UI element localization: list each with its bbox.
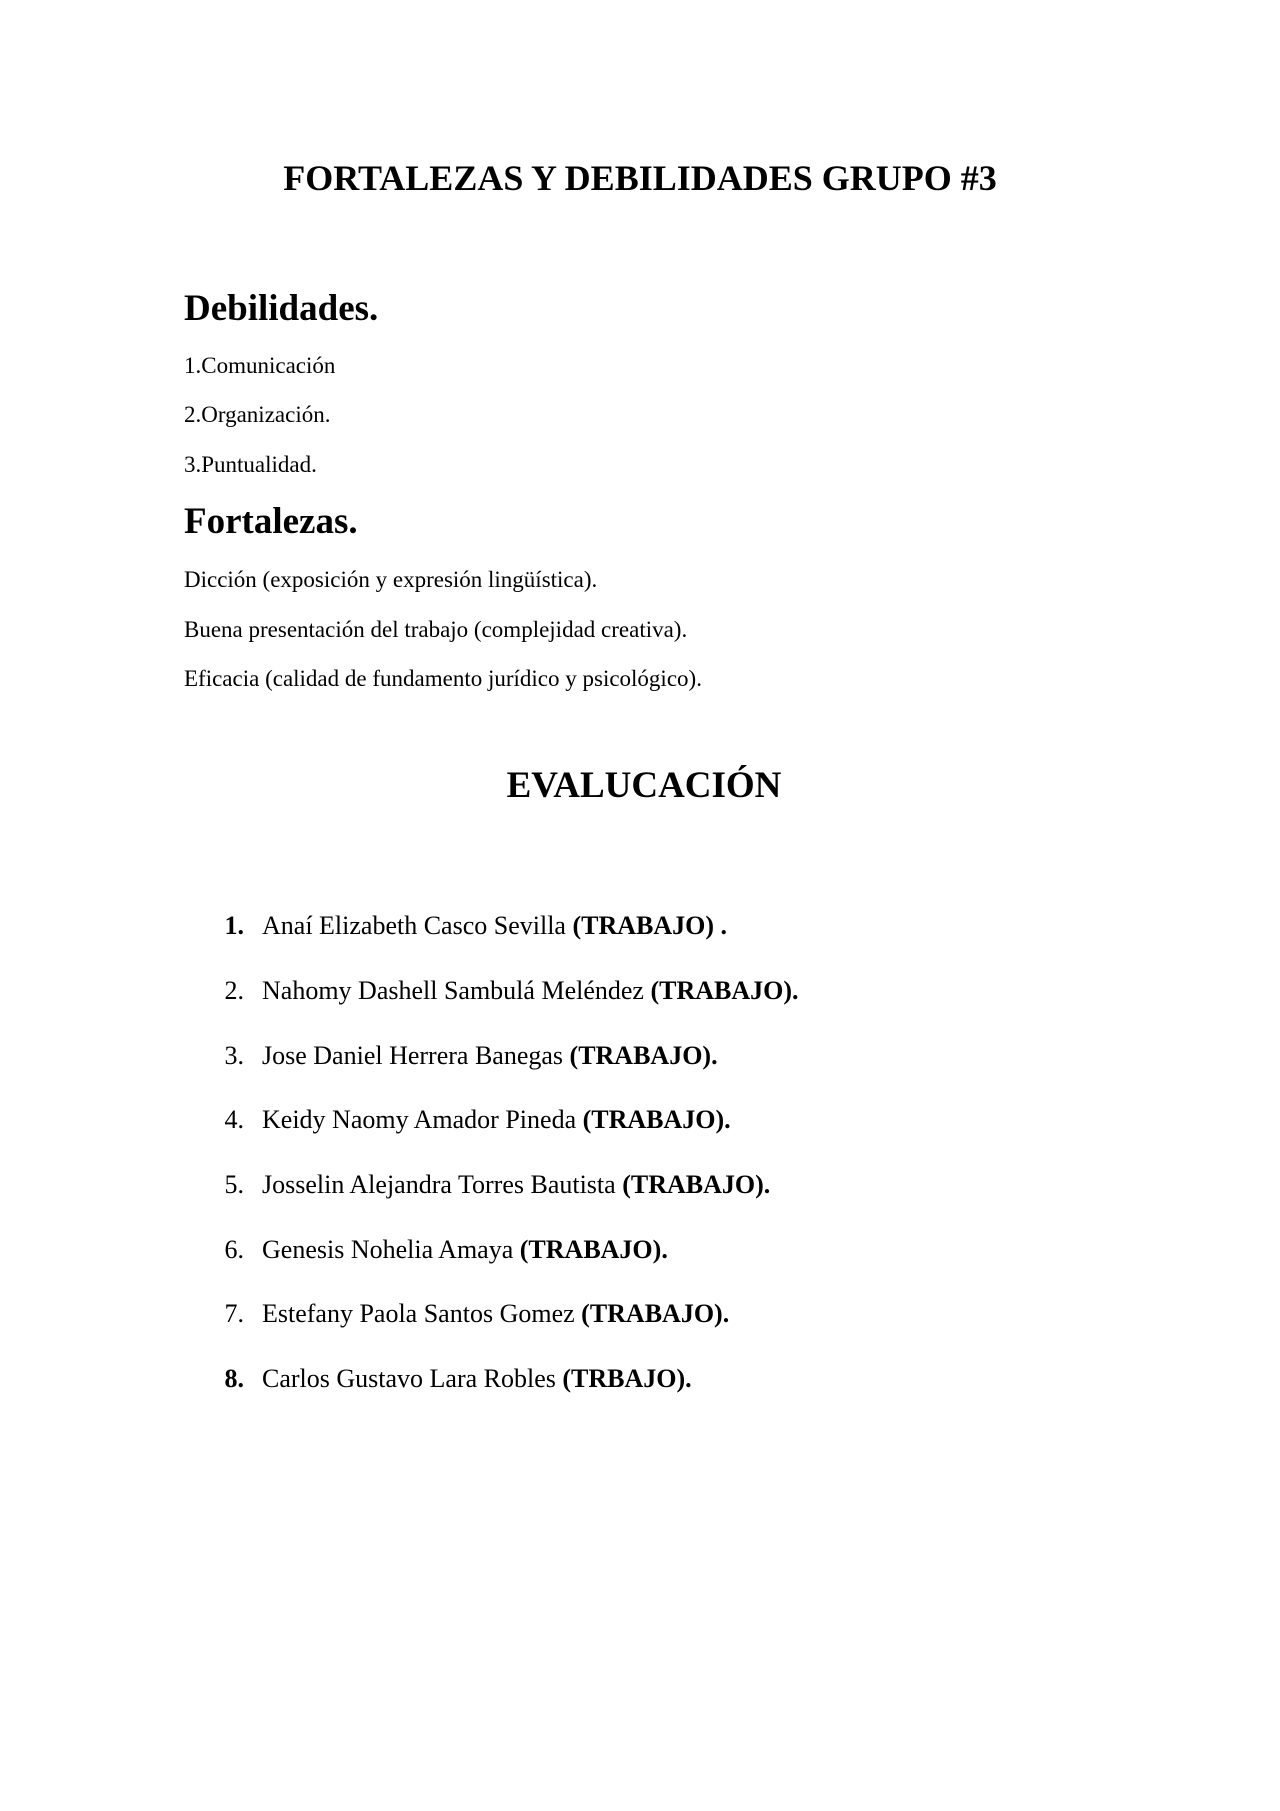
list-number: 6. [224,1235,244,1264]
student-name: Genesis Nohelia Amaya [262,1235,520,1264]
document-title: FORTALEZAS Y DEBILIDADES GRUPO #3 [283,158,997,198]
list-number: 2. [224,976,244,1005]
list-item-text [262,1234,668,1266]
debilidades-item: 2.Organización. [184,402,331,427]
list-number: 3. [224,1041,244,1070]
list-item-text [262,1169,770,1201]
work-tag: (TRABAJO). [519,1235,668,1264]
work-tag: (TRABAJO). [581,1299,730,1328]
student-name: Estefany Paola Santos Gomez [262,1299,582,1328]
list-number: 4. [224,1105,244,1134]
student-name: Jose Daniel Herrera Banegas [262,1041,570,1070]
work-tag: (TRABAJO). [622,1170,771,1199]
list-item-text [262,1298,729,1330]
fortalezas-heading: Fortalezas. [184,501,358,542]
evaluacion-heading: EVALUCACIÓN [506,765,782,806]
list-number: 8. [224,1364,244,1393]
student-name: Josselin Alejandra Torres Bautista [262,1170,623,1199]
work-tag: (TRABAJO). [582,1105,731,1134]
list-item-text [262,1363,692,1395]
list-number: 1. [224,911,244,940]
fortalezas-item: Buena presentación del trabajo (complejidad creativa). [184,617,688,642]
work-tag: (TRABAJO). [569,1041,718,1070]
debilidades-item: 1.Comunicación [184,353,336,378]
student-name: Carlos Gustavo Lara Robles [262,1364,563,1393]
debilidades-item: 3.Puntualidad. [184,452,317,477]
student-name: Nahomy Dashell Sambulá Meléndez [262,976,651,1005]
list-item-text [262,1104,731,1136]
list-number: 7. [224,1299,244,1328]
fortalezas-item: Eficacia (calidad de fundamento jurídico y psicológico). [184,666,702,691]
list-item-text [262,1040,718,1072]
list-number: 5. [224,1170,244,1199]
work-tag: (TRABAJO) . [572,911,728,940]
list-item-text [262,910,727,942]
student-name: Anaí Elizabeth Casco Sevilla [262,911,573,940]
work-tag: (TRABAJO). [650,976,799,1005]
debilidades-heading: Debilidades. [184,288,379,329]
fortalezas-item: Dicción (exposición y expresión lingüística). [184,567,598,592]
work-tag: (TRBAJO). [562,1364,692,1393]
student-name: Keidy Naomy Amador Pineda [262,1105,583,1134]
list-item-text [262,975,799,1007]
